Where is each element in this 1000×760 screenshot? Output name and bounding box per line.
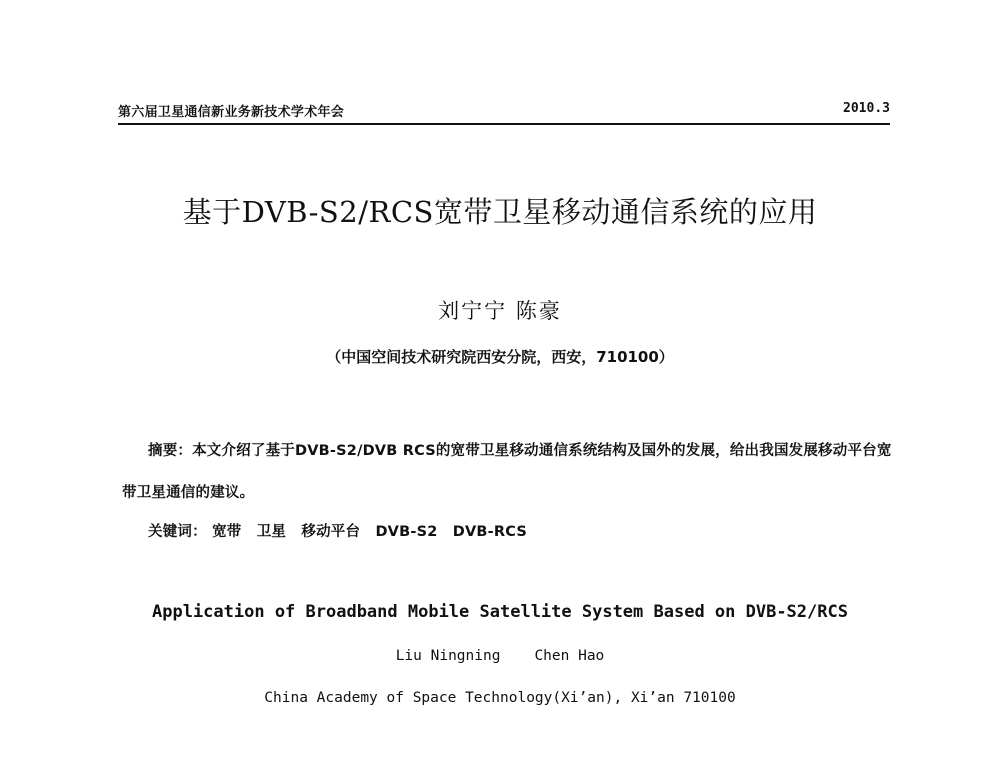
english-authors [0, 648, 1000, 664]
keyword: DVB-S2 [375, 524, 438, 540]
english-author: Liu Ningning [395, 648, 501, 664]
abstract-label: 摘要： [148, 443, 193, 459]
english-affiliation: China Academy of Space Technology(Xi’an), Xi’an 710100 [264, 690, 736, 706]
abstract [122, 430, 892, 514]
english-author: Chen Hao [534, 648, 605, 664]
conference-name: 第六届卫星通信新业务新技术学术年会 [118, 105, 345, 120]
keyword: 宽带 [212, 524, 242, 540]
authors: 刘宁宁 陈豪 [438, 299, 562, 323]
keyword: DVB-RCS [452, 524, 527, 540]
publication-date: 2010.3 [843, 101, 890, 116]
english-title: Application of Broadband Mobile Satellite System Based on DVB-S2/RCS [152, 602, 848, 622]
keyword: 移动平台 [301, 524, 361, 540]
keyword: 卫星 [256, 524, 287, 540]
running-header [118, 101, 890, 125]
paper-title: 基于DVB-S2/RCS宽带卫星移动通信系统的应用 [182, 195, 818, 229]
keywords-label: 关键词： [148, 524, 207, 540]
abstract-text: 本文介绍了基于DVB-S2/DVB RCS的宽带卫星移动通信系统结构及国外的发展，给出我国发展移动平台宽带卫星通信的建议。 [122, 443, 892, 501]
affiliation: （中国空间技术研究院西安分院，西安，710100） [326, 348, 674, 366]
keywords [148, 520, 537, 541]
